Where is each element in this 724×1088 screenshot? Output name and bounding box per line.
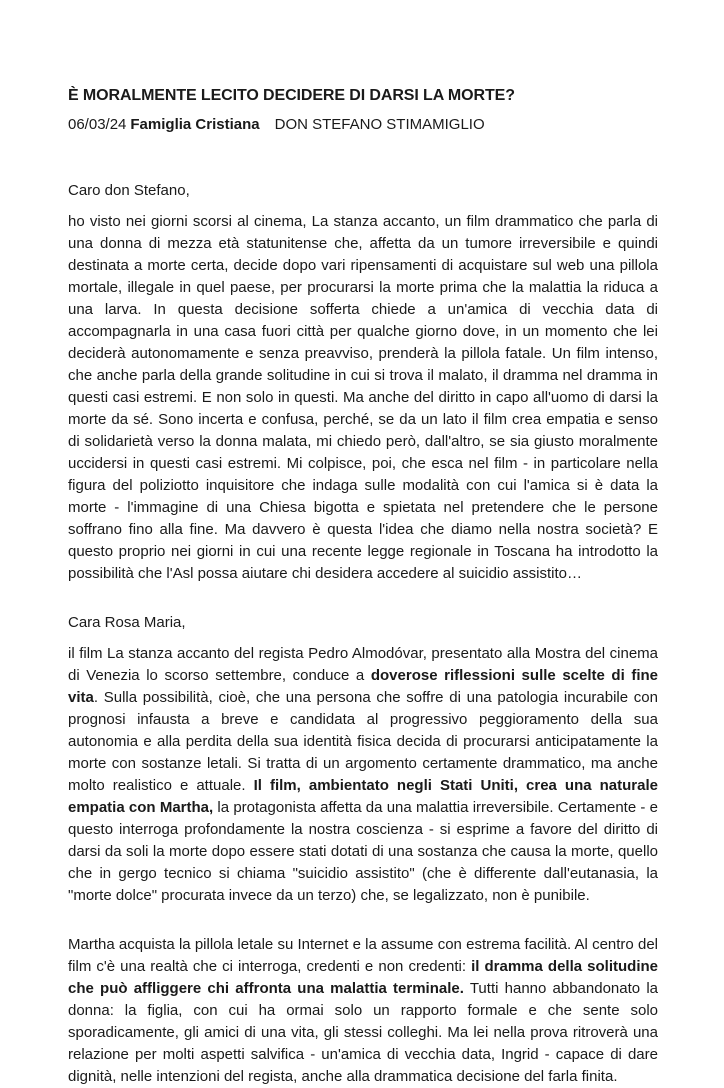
reply-paragraph-2	[68, 934, 658, 1088]
bold-text-run: Il film, ambientato negli Stati Uniti, crea una naturale empatia con Martha,	[68, 777, 658, 816]
bold-text-run: doverose riflessioni sulle scelte di fine vita	[68, 667, 658, 706]
byline-publication: Famiglia Cristiana	[130, 116, 260, 133]
reply-salutation: Cara Rosa Maria,	[68, 614, 186, 631]
reader-letter-paragraph	[68, 211, 658, 585]
text-run: Tutti hanno abbandonato la donna: la figlia, con cui ha ormai solo un rapporto formale e che sente solo sporadicamente, gli amici di una vita, gli stessi colleghi. Ma lei nella prova ritroverà una relazione per molti aspetti salvifica - un'amica di vecchia data, Ingrid - capace di dare dignità, nelle intenzioni del regista, anche alla drammatica decisione del farla finita.	[68, 980, 658, 1085]
reply-paragraph-1	[68, 643, 658, 907]
text-run: ho visto nei giorni scorsi al cinema, La stanza accanto, un film drammatico che parla di una donna di mezza età statunitense che, affetta da un tumore irreversibile e quindi destinata a morte certa, decide dopo vari ripensamenti di acquistare sul web una pillola mortale, illegale in quel paese, per procurarsi la morte prima che la malattia la riduca a una larva. In questa decisione sofferta chiede a un'amica di vecchia data di accompagnarla in una casa fuori città per qualche giorno dove, in un momento che lei deciderà autonomamente e senza preavviso, prenderà la pillola fatale. Un film intenso, che anche parla della grande solitudine in cui si trova il malato, il dramma nel dramma in questi casi estremi. E non solo in questi. Ma anche del diritto in capo all'uomo di darsi la morte da sé. Sono incerta e confusa, perché, se da un lato il film crea empatia e senso di solidarietà verso la donna malata, mi chiedo però, dall'altro, se sia giusto moralmente uccidersi in questi casi estremi. Mi colpisce, poi, che esca nel film - in particolare nella figura del poliziotto inquisitore che indaga sulle modalità con cui l'amica si è data la morte - l'immagine di una Chiesa bigotta e spietata nel pretendere che le persone soffrano fino alla fine. Ma davvero è questa l'idea che diamo nella nostra società? E questo proprio nei giorni in cui una recente legge regionale in Toscana ha introdotto la possibilità che l'Asl possa aiutare chi desidera accedere al suicidio assistito…	[68, 213, 658, 582]
text-run: la protagonista affetta da una malattia irreversibile. Certamente - e questo interroga profondamente la nostra coscienza - si esprime a favore del diritto di darsi da soli la morte dopo essere stati dotati di una sostanza che causa la morte, quello che in gergo tecnico si chiama "suicidio assistito" (che è differente dall'eutanasia, la "morte dolce" procurata invece da un terzo) che, se legalizzato, non è punibile.	[68, 799, 658, 904]
text-run: il film La stanza accanto del regista Pedro Almodóvar, presentato alla Mostra del cinema di Venezia lo scorso settembre, conduce a	[68, 645, 658, 684]
article-byline	[68, 114, 658, 136]
text-run: Martha acquista la pillola letale su Internet e la assume con estrema facilità. Al centro del film c'è una realtà che ci interroga, credenti e non credenti:	[68, 936, 658, 975]
text-run: . Sulla possibilità, cioè, che una persona che soffre di una patologia incurabile con prognosi infausta a breve e candidata al progressivo peggioramento della sua autonomia e alla perdita della sua identità fisica decida di procurarsi anticipatamente la morte con sostanze letali. Si tratta di un argomento certamente drammatico, ma anche molto realistico e attuale.	[68, 689, 658, 794]
reader-letter-salutation: Caro don Stefano,	[68, 182, 190, 199]
article-title: È MORALMENTE LECITO DECIDERE DI DARSI LA MORTE?	[68, 87, 515, 104]
bold-text-run: il dramma della solitudine che può affliggere chi affronta una malattia terminale.	[68, 958, 658, 997]
byline-date: 06/03/24	[68, 116, 127, 133]
byline-author: DON STEFANO STIMAMIGLIO	[274, 116, 485, 133]
